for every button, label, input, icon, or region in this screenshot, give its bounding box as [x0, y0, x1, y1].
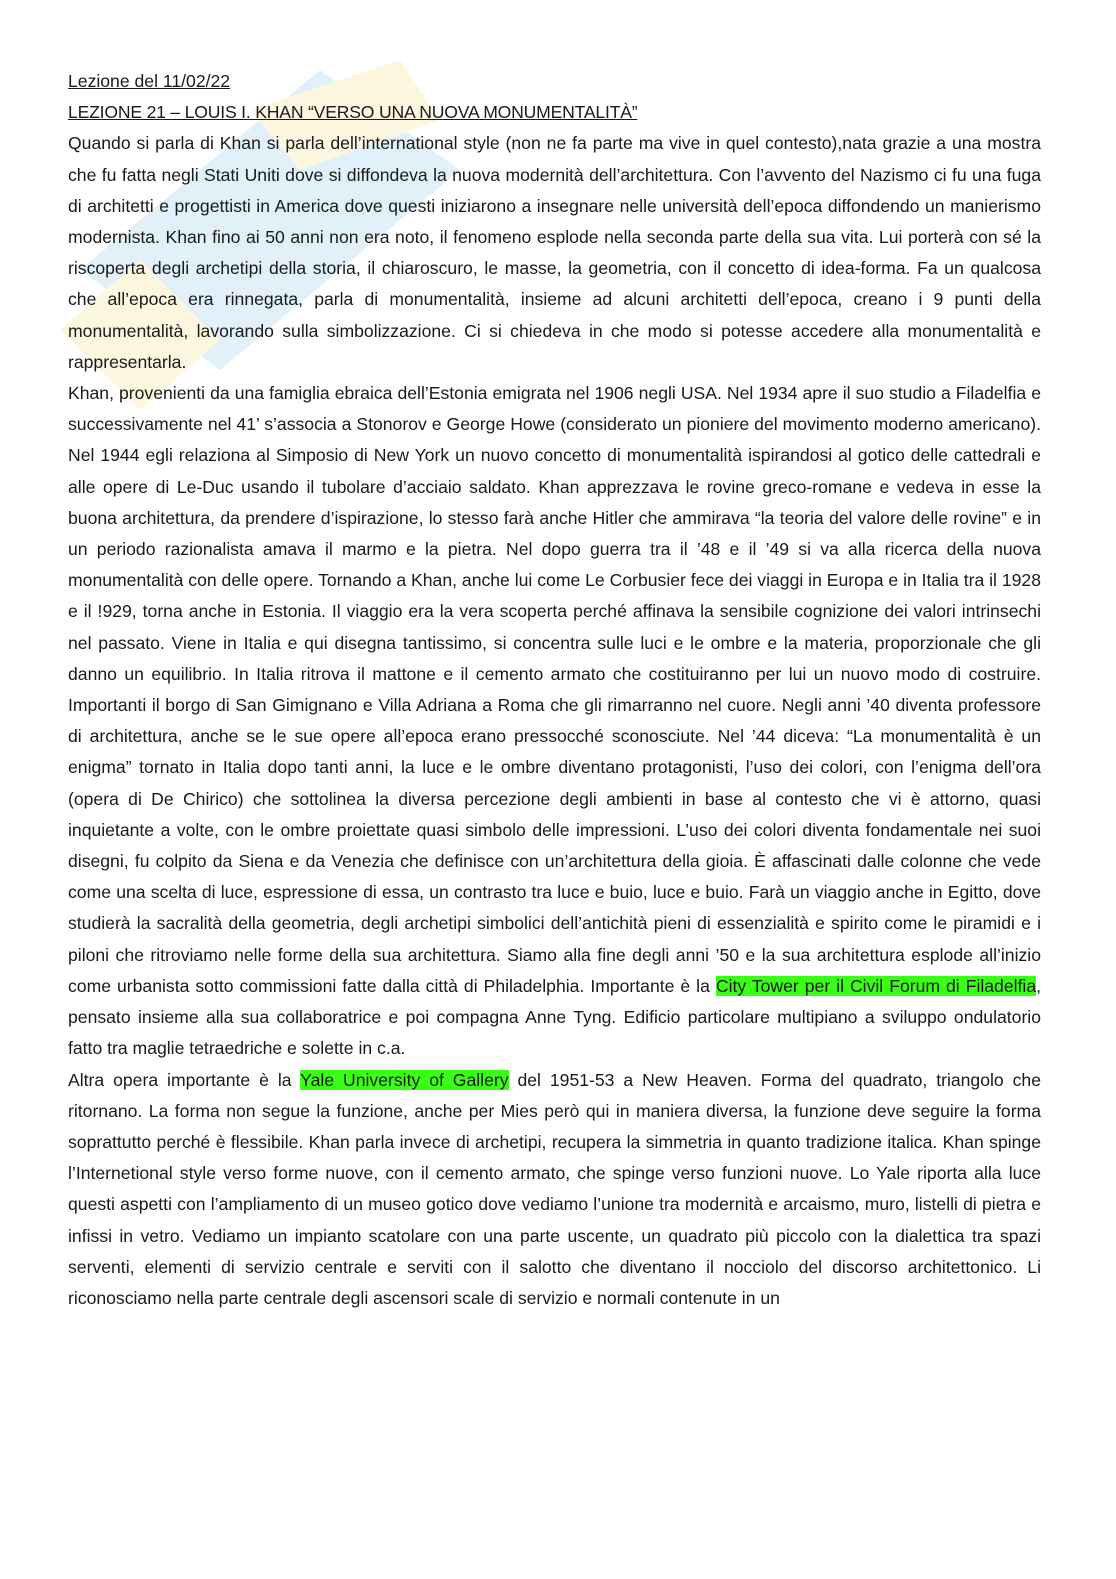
- lecture-date: Lezione del 11/02/22: [68, 71, 231, 91]
- paragraph-text: , pensato insieme alla sua collaboratrice e poi compagna Anne Tyng. Edificio particolare multipiano a sviluppo ondulatorio fatto tra maglie tetraedriche e solette in c.a.: [68, 975, 1041, 1059]
- paragraph-text: del 1951-53 a New Heaven. Forma del quadrato, triangolo che ritornano. La forma non segue la funzione, anche per Mies però qui in maniera diversa, la funzione deve seguire la forma soprattutto perché è flessibile. Khan parla invece di archetipi, recupera la simmetria in quanto tradizione italica. Khan spinge l’Internetional style verso forme nuove, con il cemento armato, che spinge verso funzioni nuove. Lo Yale riporta alla luce questi aspetti con l’ampliamento di un museo gotico dove vediamo l’unione tra modernità e arcaismo, muro, listelli di pietra e infissi in vetro. Vediamo un impianto scatolare con una parte uscente, un quadrato più piccolo con la dialettica tra spazi serventi, elementi di servizio centrale e serviti con il salotto che diventano il nocciolo del discorso architettonico. Li riconosciamo nella parte centrale degli ascensori scale di servizio e normali contenute in un: [68, 1069, 1041, 1308]
- paragraph-biography: [68, 378, 1041, 1064]
- highlight-yale-gallery: Yale University of Gallery: [300, 1069, 509, 1090]
- paragraph-yale: [68, 1065, 1041, 1315]
- highlight-city-tower: City Tower per il Civil Forum di Filadelfia: [715, 975, 1037, 996]
- lecture-title: LEZIONE 21 – LOUIS I. KHAN “VERSO UNA NUOVA MONUMENTALITÀ”: [68, 102, 638, 123]
- document-body: [68, 66, 1041, 1314]
- paragraph-text: Khan, provenienti da una famiglia ebraica dell’Estonia emigrata nel 1906 negli USA. Nel 1934 apre il suo studio a Filadelfia e successivamente nel 41’ s’associa a Stonorov e George Howe (considerato un pioniere del movimento moderno americano). Nel 1944 egli relaziona al Simposio di New York un nuovo concetto di monumentalità ispirandosi al gotico delle cattedrali e alle opere di Le-Duc usando il tubolare d’acciaio saldato. Khan apprezzava le rovine greco-romane e vedeva in esse la buona architettura, da prendere d’ispirazione, lo stesso farà anche Hitler che ammirava “la teoria del valore delle rovine” e in un periodo razionalista amava il marmo e la pietra. Nel dopo guerra tra il ’48 e il ’49 si va alla ricerca della nuova monumentalità con delle opere. Tornando a Khan, anche lui come Le Corbusier fece dei viaggi in Europa e in Italia tra il 1928 e il !929, torna anche in Estonia. Il viaggio era la vera scoperta perché affinava la sensibile cognizione dei valori intrinsechi nel passato. Viene in Italia e qui disegna tantissimo, si concentra sulle luci e le ombre e la materia, proporzionale che gli danno un equilibrio. In Italia ritrova il mattone e il cemento armato che costituiranno per lui un nuovo modo di costruire. Importanti il borgo di San Gimignano e Villa Adriana a Roma che gli rimarranno nel cuore. Negli anni ’40 diventa professore di architettura, anche se le sue opere all’epoca erano pressocché sconosciute. Nel ’44 diceva: “La monumentalità è un enigma” tornato in Italia dopo tanti anni, la luce e le ombre diventano protagonisti, l’uso dei colori, con l’enigma dell’ora (opera di De Chirico) che sottolinea la diversa percezione degli ambienti in base al contesto che vi è attorno, quasi inquietante a volte, con le ombre proiettate quasi simbolo delle impressioni. L’uso dei colori diventa fondamentale nei suoi disegni, fu colpito da Siena e da Venezia che definisce con un’architettura della gioia. È affascinati dalle colonne che vede come una scelta di luce, espressione di essa, un contrasto tra luce e buio, luce e buio. Farà un viaggio anche in Egitto, dove studierà la sacralità della geometria, degli archetipi simbolici dell’antichità pieni di essenzialità e spirito come le piramidi e i piloni che ritroviamo nelle forme della sua architettura. Siamo alla fine degli anni ’50 e la sua architettura esplode all’inizio come urbanista sotto commissioni fatte dalla città di Philadelphia. Importante è la: [68, 383, 1041, 996]
- paragraph-intro: [68, 128, 1041, 378]
- paragraph-text: Altra opera importante è la: [68, 1069, 301, 1090]
- paragraph-text: Quando si parla di Khan si parla dell’international style (non ne fa parte ma vive in quel contesto),nata grazie a una mostra che fu fatta negli Stati Uniti dove si diffondeva la nuova modernità dell’architettura. Con l’avvento del Nazismo ci fu una fuga di architetti e progettisti in America dove questi iniziarono a insegnare nelle università dell’epoca diffondendo un manierismo modernista. Khan fino ai 50 anni non era noto, il fenomeno esplode nella seconda parte della sua vita. Lui porterà con sé la riscoperta degli archetipi della storia, il chiaroscuro, le masse, la geometria, con il concetto di idea-forma. Fa un qualcosa che all’epoca era rinnegata, parla di monumentalità, insieme ad alcuni architetti dell’epoca, creano i 9 punti della monumentalità, lavorando sulla simbolizzazione. Ci si chiedeva in che modo si potesse accedere alla monumentalità e rappresentarla.: [68, 133, 1041, 372]
